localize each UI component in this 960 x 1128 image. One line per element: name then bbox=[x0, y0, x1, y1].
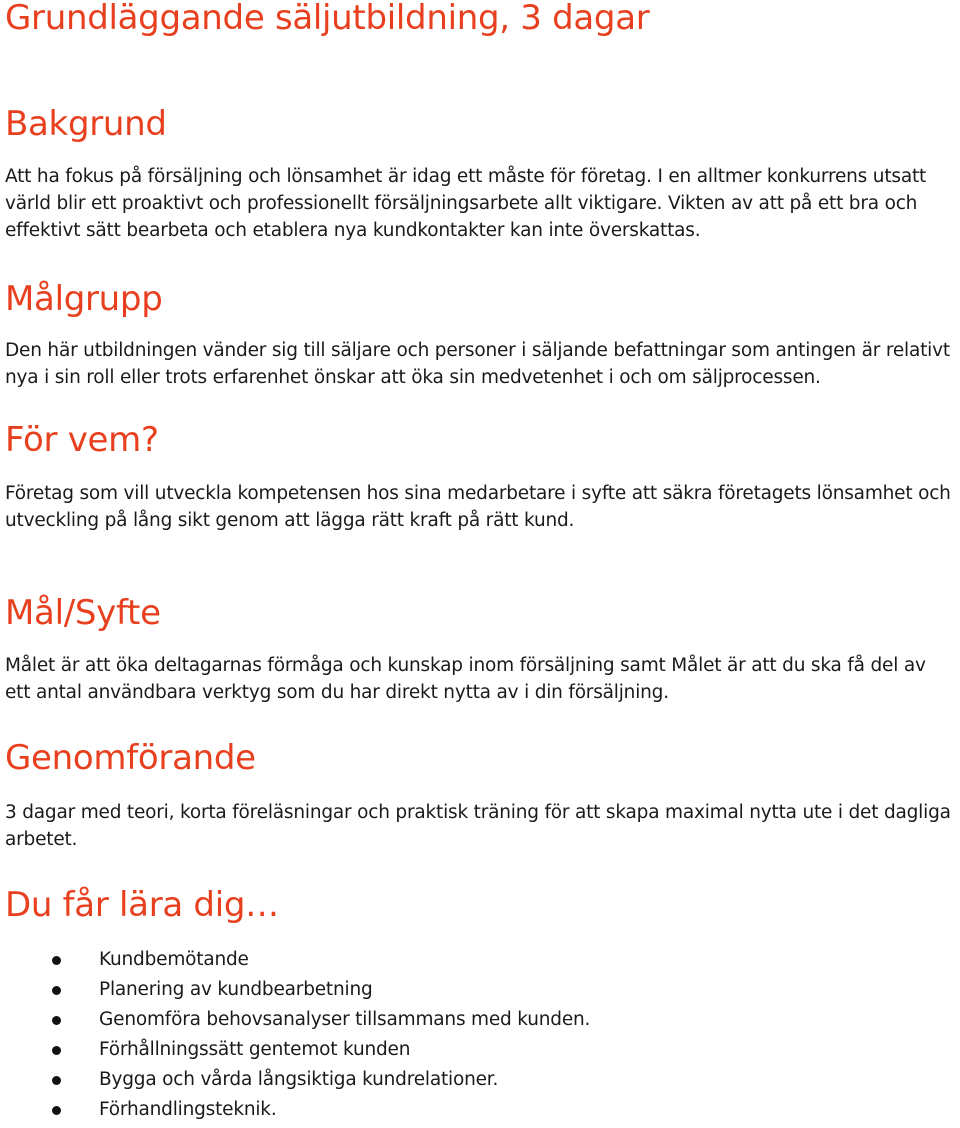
paragraph-for-vem: Företag som vill utveckla kompetensen hos sina medarbetare i syfte att säkra företagets lönsamhet och utveckling på lång sikt genom att lägga rätt kraft på rätt kund. bbox=[5, 483, 951, 531]
document-title: Grundläggande säljutbildning, 3 dagar bbox=[5, 0, 650, 38]
paragraph-malgrupp: Den här utbildningen vänder sig till säljare och personer i säljande befattningar som antingen är relativt nya i sin roll eller trots erfarenhet önskar att öka sin medvetenhet i och om säljprocessen. bbox=[5, 340, 950, 388]
learning-list bbox=[0, 945, 960, 1125]
heading-for-vem: För vem? bbox=[5, 420, 159, 460]
list-item bbox=[0, 945, 960, 975]
heading-mal-syfte: Mål/Syfte bbox=[5, 593, 161, 633]
paragraph-genomforande: 3 dagar med teori, korta föreläsningar och praktisk träning för att skapa maximal nytta ute i det dagliga arbetet. bbox=[5, 802, 951, 850]
list-item bbox=[0, 1005, 960, 1035]
list-item bbox=[0, 1065, 960, 1095]
paragraph-bakgrund: Att ha fokus på försäljning och lönsamhet är idag ett måste för företag. I en alltmer konkurrens utsatt värld blir ett proaktivt och professionellt försäljningsarbete allt viktigare. Vikten av att på ett bra och effektivt sätt bearbeta och etablera nya kundkontakter kan inte överskattas. bbox=[5, 166, 927, 241]
list-item-text: Bygga och vårda långsiktiga kundrelationer. bbox=[99, 1069, 499, 1090]
bullet-icon bbox=[52, 956, 61, 965]
paragraph-mal-syfte: Målet är att öka deltagarnas förmåga och kunskap inom försäljning samt Målet är att du ska få del av ett antal användbara verktyg som du har direkt nytta av i din försäljning. bbox=[5, 655, 926, 703]
list-item bbox=[0, 975, 960, 1005]
bullet-icon bbox=[52, 1076, 61, 1085]
heading-du-far-lara-dig: Du får lära dig… bbox=[5, 885, 279, 925]
heading-bakgrund: Bakgrund bbox=[5, 104, 167, 144]
list-item-text: Genomföra behovsanalyser tillsammans med kunden. bbox=[99, 1009, 591, 1030]
heading-genomforande: Genomförande bbox=[5, 738, 256, 778]
list-item bbox=[0, 1035, 960, 1065]
list-item-text: Kundbemötande bbox=[99, 949, 249, 970]
bullet-icon bbox=[52, 1046, 61, 1055]
list-item-text: Förhandlingsteknik. bbox=[99, 1099, 277, 1120]
bullet-icon bbox=[52, 1106, 61, 1115]
list-item-text: Förhållningssätt gentemot kunden bbox=[99, 1039, 411, 1060]
bullet-icon bbox=[52, 986, 61, 995]
heading-malgrupp: Målgrupp bbox=[5, 279, 163, 319]
list-item bbox=[0, 1095, 960, 1125]
bullet-icon bbox=[52, 1016, 61, 1025]
list-item-text: Planering av kundbearbetning bbox=[99, 979, 373, 1000]
